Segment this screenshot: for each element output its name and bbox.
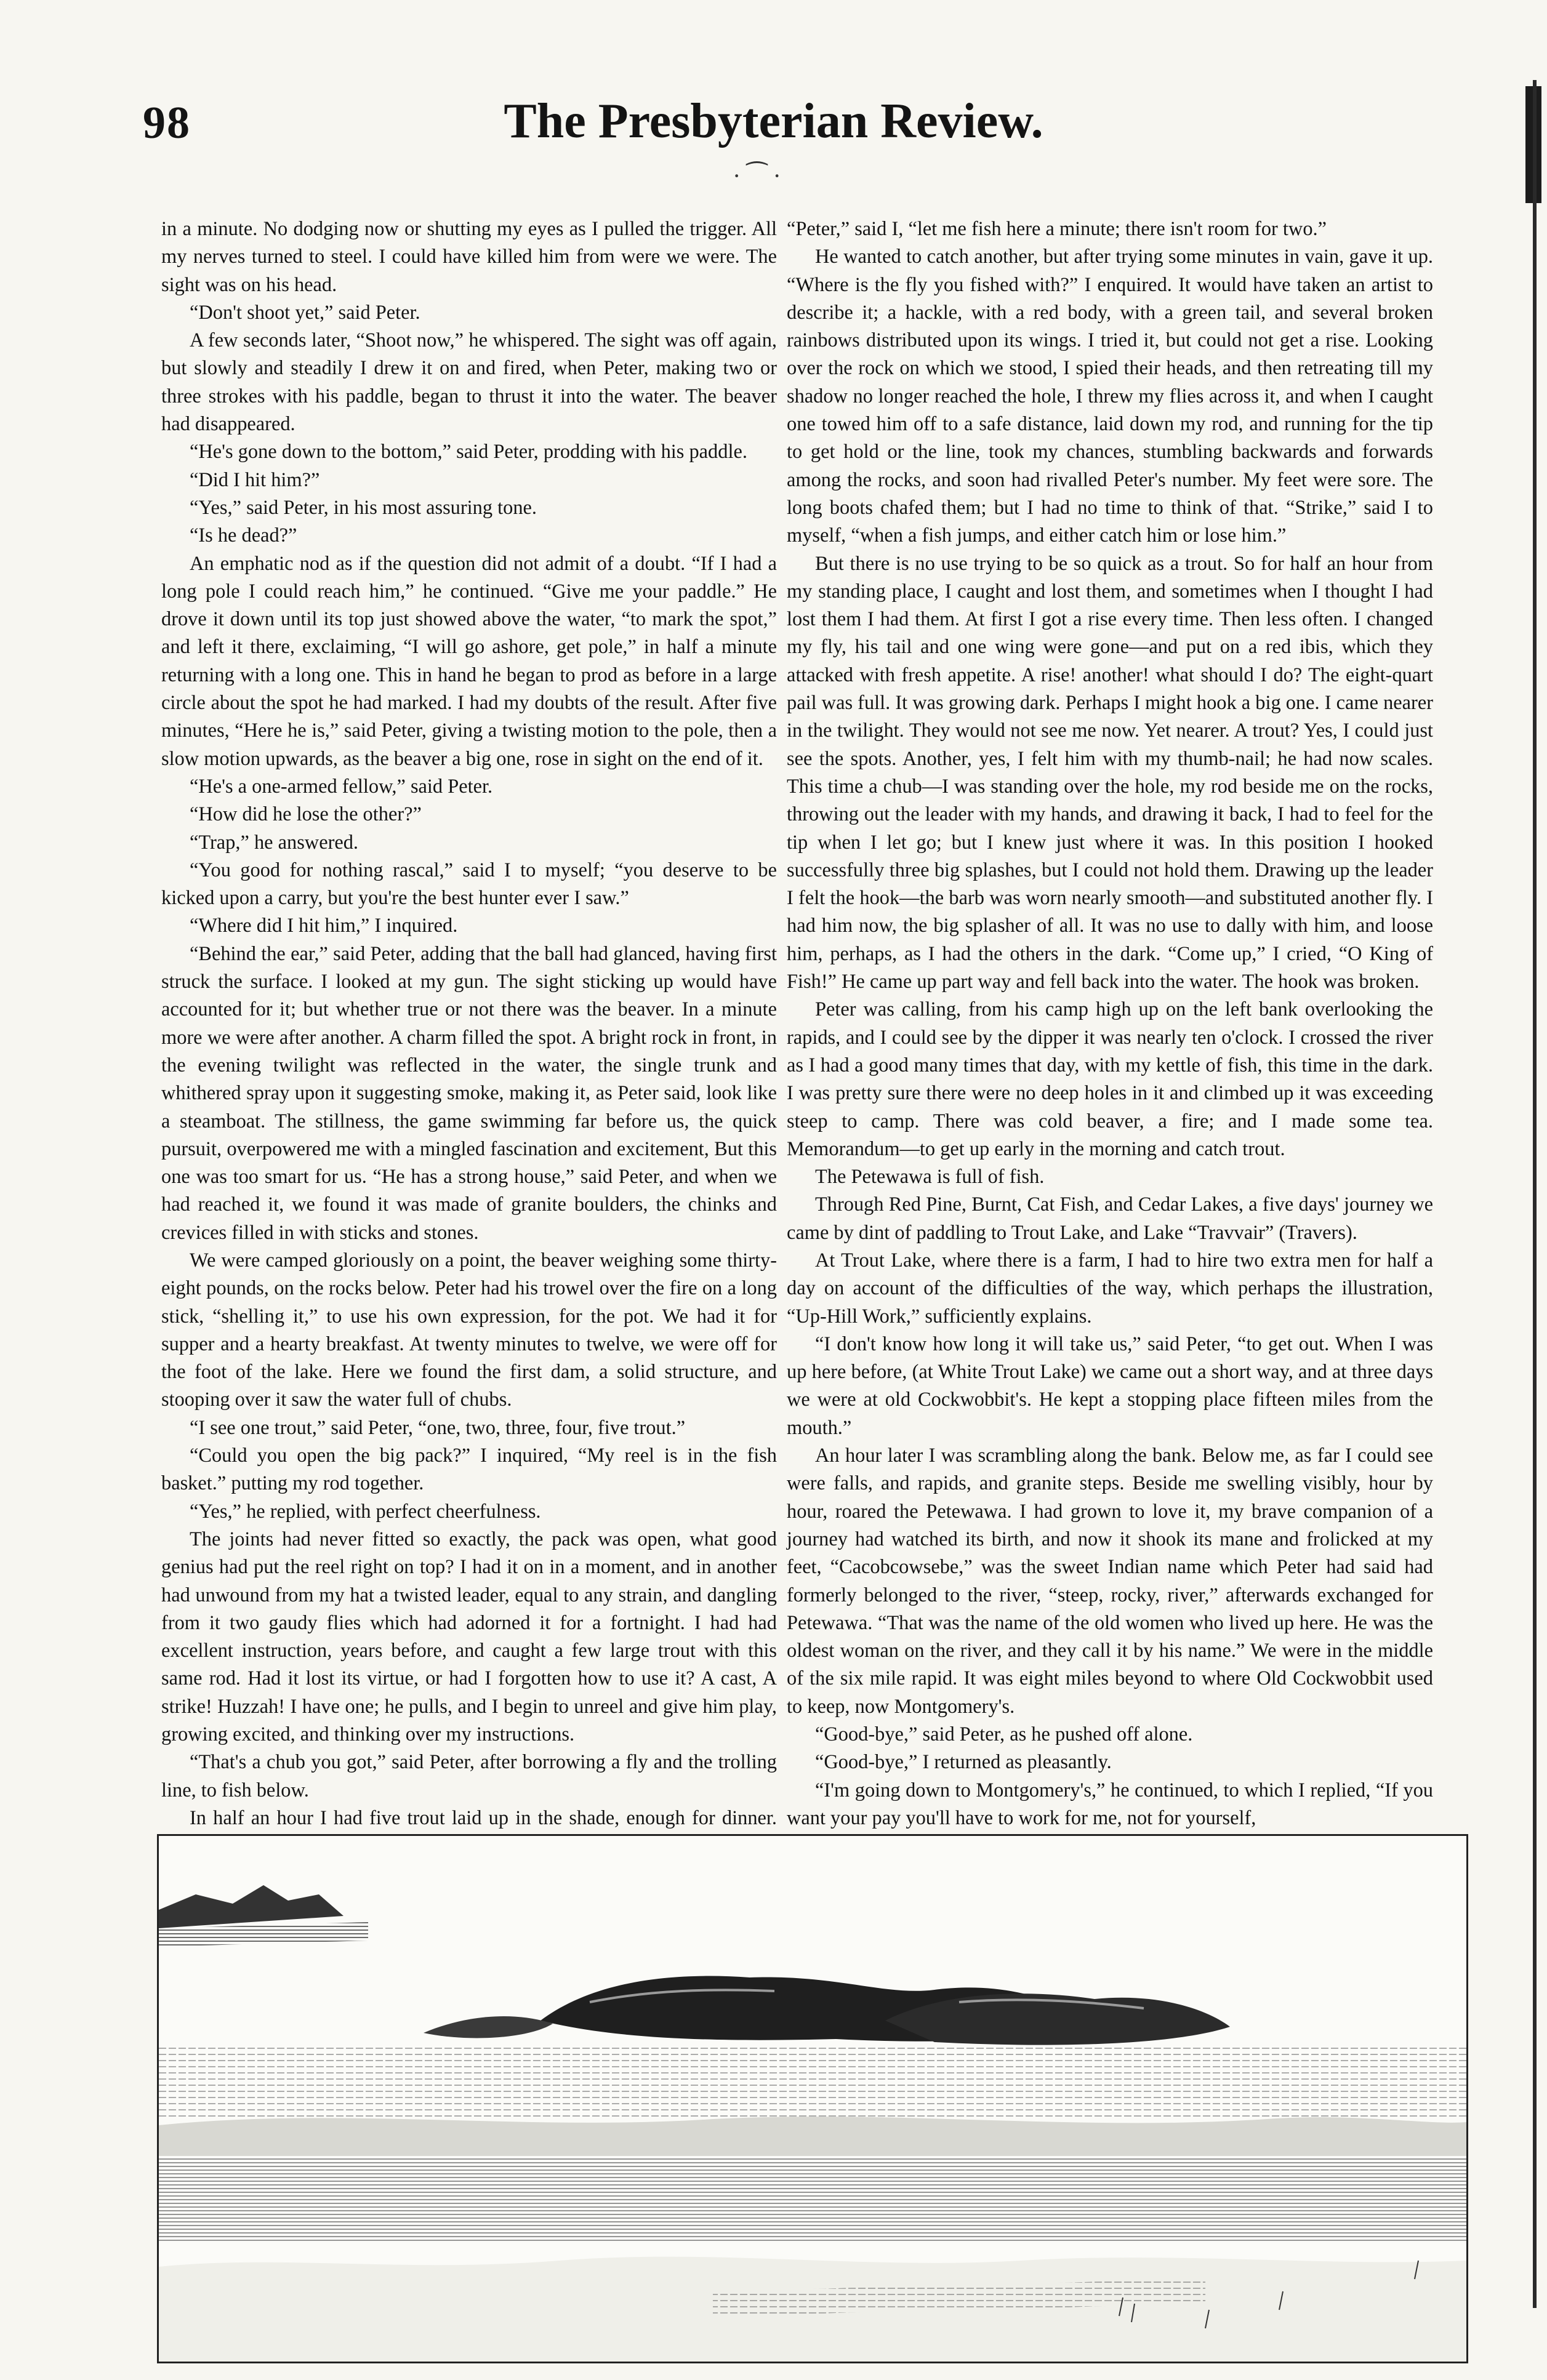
left-column-paragraph: “Is he dead?” bbox=[190, 524, 297, 547]
left-column-paragraph: “Don't shoot yet,” said Peter. bbox=[190, 301, 420, 324]
left-column-paragraph: “I see one trout,” said Peter, “one, two, three, four, five trout.” bbox=[190, 1416, 686, 1439]
left-column-paragraph: “Behind the ear,” said Peter, adding that the ball had glanced, having first struck the surface. I looked at my gun. The sight sticking up would have accounted for it; but whether true or not there was the beaver. In a minute more we were after another. A charm filled the spot. A bright rock in front, in the evening twilight was reflected in the water, the single trunk and whithered spray upon it suggesting smoke, making it, as Peter said, look like a steamboat. The stillness, the game swimming far before us, the quick pursuit, overpowered me with a mingled fascination and excitement, But this one was too smart for us. “He has a strong house,” said Peter, and when we had reached it, we found it was made of granite boulders, the chinks and crevices filled in with sticks and stones. bbox=[161, 942, 777, 1244]
left-column-paragraph: “He's a one-armed fellow,” said Peter. bbox=[190, 775, 493, 798]
rapids-engraving bbox=[159, 1836, 1466, 2362]
page-header bbox=[0, 0, 1547, 190]
left-column-paragraph: We were camped gloriously on a point, the beaver weighing some thirty-eight pounds, on the rocks below. Peter had his trowel over the fire on a long stick, “shelling it,” to use his own expression, for the pot. We had it for supper and a hearty breakfast. At twenty minutes to twelve, we were off for the foot of the lake. Here we found the first dam, a solid structure, and stooping over it saw the water full of chubs. bbox=[161, 1249, 777, 1411]
left-column-paragraph: “Did I hit him?” bbox=[190, 468, 320, 491]
right-column-paragraph: But there is no use trying to be so quick as a trout. So for half an hour from my standing place, I caught and lost them, and sometimes when I thought I had lost them I had them. At first I got a rise every time. Then less often. I changed my fly, his tail and one wing were gone—and put on a red ibis, which they attacked with fresh appetite. A rise! another! what should I do? The eight-quart pail was full. It was growing dark. Perhaps I might hook a big one. I came nearer in the twilight. They would not see me now. Yet nearer. A trout? Yes, I could just see the spots. Another, yes, I felt him with my thumb-nail; he had now scales. This time a chub—I was standing over the hole, my rod beside me on the rocks, throwing out the leader with my hands, and drawing it back, I had to feel for the tip when I let go; but I knew just where it was. In this position I hooked successfully three big splashes, but I could not hold them. Drawing up the leader I felt the hook—the barb was worn nearly smooth—and substituted another fly. I had him now, the big splasher of all. It was no use to dally with him, and loose him, perhaps, as I had the others in the dark. “Come up,” I cried, “O King of Fish!” He came up part way and fell back into the water. The hook was broken. bbox=[787, 552, 1433, 993]
right-column-paragraph: Through Red Pine, Burnt, Cat Fish, and Cedar Lakes, a five days' journey we came by dint of paddling to Trout Lake, and Lake “Travvair” (Travers). bbox=[787, 1193, 1433, 1244]
right-column-paragraph: “Peter,” said I, “let me fish here a minute; there isn't room for two.” bbox=[787, 218, 1327, 240]
left-column-paragraph: “Trap,” he answered. bbox=[190, 831, 359, 854]
left-column-paragraph: A few seconds later, “Shoot now,” he whispered. The sight was off again, but slowly and steadily I drew it on and fired, when Peter, making two or three strokes with his paddle, began to thrust it into the water. The beaver had disappeared. bbox=[161, 329, 777, 436]
right-column-paragraph: “I don't know how long it will take us,” said Peter, “to get out. When I was up here before, (at White Trout Lake) we came out a short way, and at three days we were at old Cockwobbit's. He kept a stopping place fifteen miles from the mouth.” bbox=[787, 1332, 1433, 1439]
left-column-paragraph: “Could you open the big pack?” I inquired, “My reel is in the fish basket.” putting my rod together. bbox=[161, 1444, 777, 1495]
right-column-paragraph: The Petewawa is full of fish. bbox=[815, 1166, 1045, 1188]
left-column-paragraph: “That's a chub you got,” said Peter, after borrowing a fly and the trolling line, to fish below. bbox=[161, 1751, 777, 1801]
right-column-paragraph: “Good-bye,” said Peter, as he pushed off alone. bbox=[815, 1723, 1193, 1746]
left-column-paragraph: The joints had never fitted so exactly, the pack was open, what good genius had put the reel right on top? I had it on in a moment, and in another had unwound from my hat a twisted leader, equal to any strain, and dangling from it two gaudy flies which had adorned it for a fortnight. I had had excellent instruction, years before, and caught a few large trout with this same rod. Had it lost its virtue, or had I forgotten how to use it? A cast, A strike! Huzzah! I have one; he pulls, and I begin to unreel and give him play, growing excited, and thinking over my instructions. bbox=[161, 1528, 777, 1746]
left-text-column bbox=[161, 215, 777, 1831]
left-column-paragraph: “Where did I hit him,” I inquired. bbox=[190, 915, 458, 937]
left-column-paragraph: “He's gone down to the bottom,” said Peter, prodding with his paddle. bbox=[190, 441, 747, 463]
right-column-paragraph: He wanted to catch another, but after trying some minutes in vain, gave it up. “Where is the fly you fished with?” I enquired. It would have taken an artist to describe it; a hackle, with a red body, with a green tail, and several broken rainbows distributed upon its wings. I tried it, but could not get a rise. Looking over the rock on which we stood, I spied their heads, and then retreating till my shadow no longer reached the hole, I threw my flies across it, and when I caught one towed him off to a safe distance, laid down my rod, and running for the tip to get hold or the line, took my chances, stumbling backwards and forwards among the rocks, and soon had rivalled Peter's number. My feet were sore. The long boots chafed them; but I had no time to think of that. “Strike,” said I to myself, “when a fish jumps, and either catch him or lose him.” bbox=[787, 246, 1433, 547]
right-column-paragraph: An hour later I was scrambling along the bank. Below me, as far I could see were falls, and rapids, and granite steps. Beside me swelling visibly, hour by hour, roared the Petewawa. I had grown to love it, my brave companion of a journey had watched its birth, and now it shook its mane and frolicked at my feet, “Cacobcowsebe,” was the sweet Indian name which Peter had said had formerly belonged to the river, “steep, rocky, river,” afterwards exchanged for Petewawa. “That was the name of the old women who lived up here. He was the oldest woman on the river, and they call it by his name.” We were in the middle of the six mile rapid. It was eight miles beyond to where Old Cockwobbit used to keep, now Montgomery's. bbox=[787, 1444, 1433, 1718]
right-text-column bbox=[787, 215, 1433, 1831]
journal-title: The Presbyterian Review. bbox=[504, 94, 1043, 148]
left-column-paragraph: An emphatic nod as if the question did not admit of a doubt. “If I had a long pole I could reach him,” he continued. “Give me your paddle.” He drove it down until its top just showed above the water, “to mark the spot,” and left it there, exclaiming, “I will go ashore, get pole,” in half a minute returning with a long one. This in hand he began to prod as before in a large circle about the spot he had marked. I had my doubts of the result. After five minutes, “Here he is,” said Peter, giving a twisting motion to the pole, then a slow motion upwards, as the beaver a big one, rose in sight on the end of it. bbox=[161, 552, 777, 770]
ornament-icon: · ⁀ · bbox=[733, 162, 781, 190]
right-column-paragraph: Peter was calling, from his camp high up on the left bank overlooking the rapids, and I could see by the dipper it was nearly ten o'clock. I crossed the river as I had a good many times that day, with my kettle of fish, this time in the dark. I was pretty sure there were no deep holes in it and climbed up it was exceeding steep to camp. There was cold beaver, a fire; and I made some tea. Memorandum—to get up early in the morning and catch trout. bbox=[787, 998, 1433, 1160]
right-column-paragraph: “I'm going down to Montgomery's,” he continued, to which I replied, “If you want your pay you'll have to work for me, not for yourself, bbox=[787, 1779, 1433, 1829]
left-column-paragraph: “How did he lose the other?” bbox=[190, 803, 422, 826]
right-column-paragraph: “Good-bye,” I returned as pleasantly. bbox=[815, 1751, 1112, 1774]
left-column-paragraph: in a minute. No dodging now or shutting my eyes as I pulled the trigger. All my nerves turned to steel. I could have killed him from were we were. The sight was on his head. bbox=[161, 218, 777, 296]
left-column-paragraph: “Yes,” said Peter, in his most assuring tone. bbox=[190, 496, 537, 519]
margin-rule bbox=[1533, 80, 1537, 2308]
right-column-paragraph: At Trout Lake, where there is a farm, I had to hire two extra men for half a day on account of the difficulties of the way, which perhaps the illustration, “Up-Hill Work,” sufficiently explains. bbox=[787, 1249, 1433, 1328]
page-number: 98 bbox=[143, 98, 191, 148]
left-column-paragraph: In half an hour I had five trout laid up in the shade, enough for dinner. bbox=[190, 1806, 777, 1829]
left-column-paragraph: “Yes,” he replied, with perfect cheerfulness. bbox=[190, 1500, 541, 1523]
river-illustration bbox=[157, 1834, 1468, 2363]
left-column-paragraph: “You good for nothing rascal,” said I to myself; “you deserve to be kicked upon a carry, but you're the best hunter ever I saw.” bbox=[161, 859, 777, 910]
